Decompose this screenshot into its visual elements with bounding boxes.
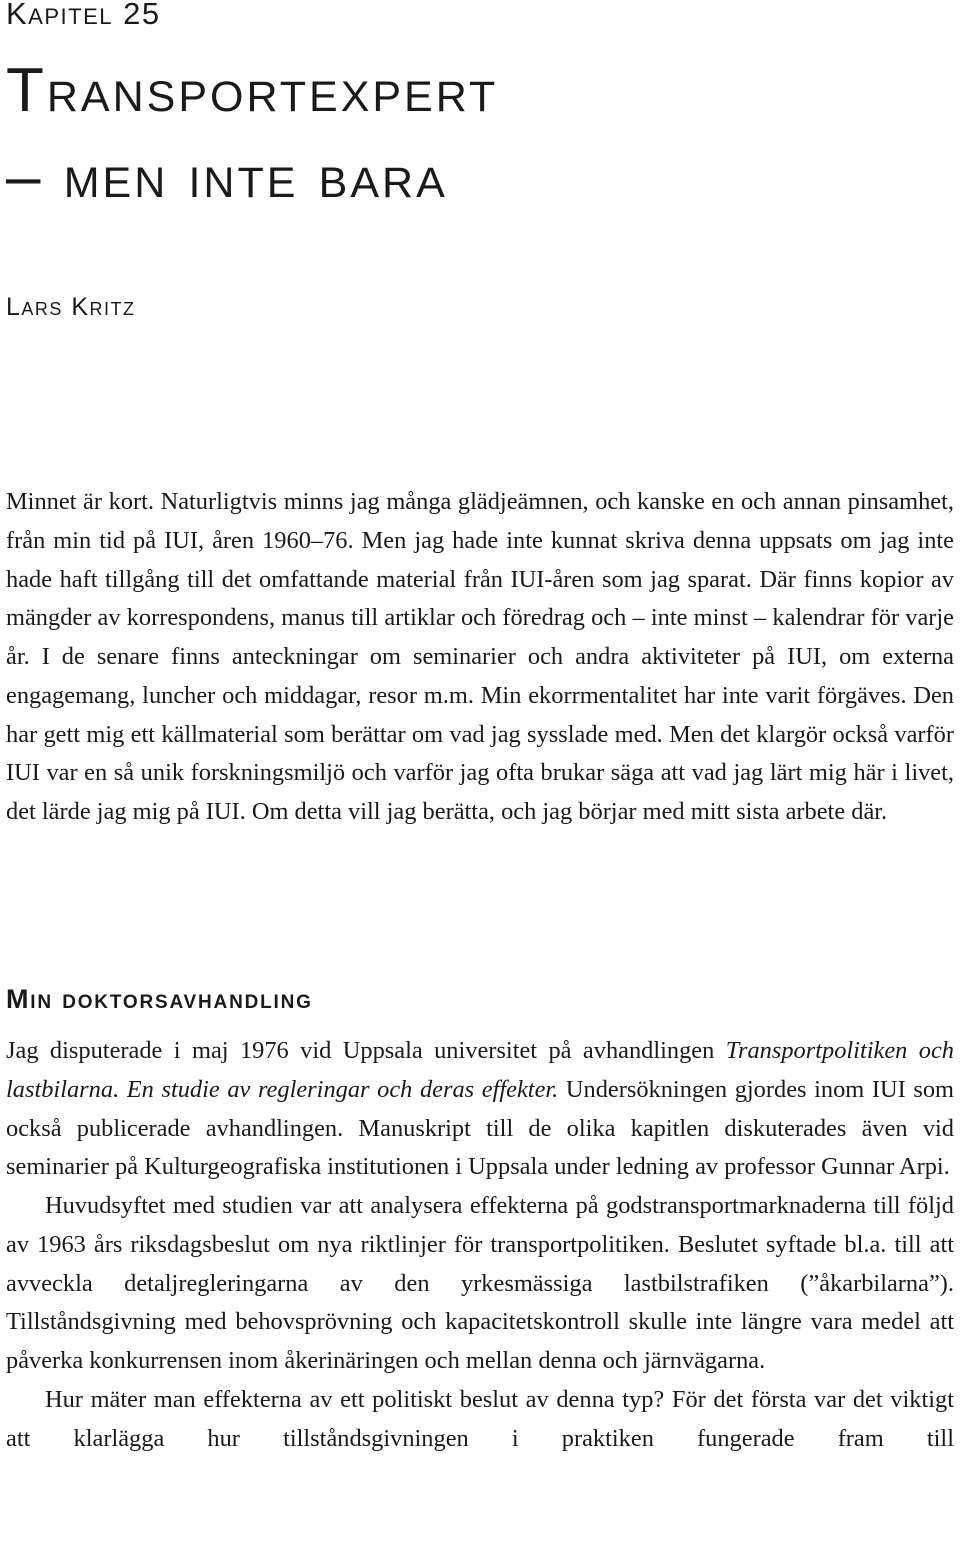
chapter-title-line-2: – men inte bara [6,142,448,211]
section-paragraph-2: Huvudsyftet med studien var att analysera effekterna på godstransportmarknaderna till följd av 1963 års riksdagsbeslut om nya riktlinjer för transportpolitiken. Beslutet syftade bl.a. till att avveckla detaljregleringarna av den yrkesmässiga lastbilstrafiken (”åkarbilarna”). Tillståndsgivning med behovsprövning och kapacitetskontroll skulle inte längre vara medel att påverka konkurrensen inom åkerinäringen och mellan denna och järnvägarna. [6,1192,954,1374]
chapter-label: Kapitel 25 [6,0,161,31]
section-paragraph-1 [6,1032,954,1187]
chapter-title-line-1: Transportexpert [6,56,499,125]
intro-section [6,483,954,832]
chapter-title [6,48,498,220]
section-paragraph-3: Hur mäter man effekterna av ett politiskt beslut av denna typ? För det första var det viktigt att klarlägga hur tillståndsgivningen i praktiken fungerade fram till [6,1385,954,1452]
section-body [6,1032,954,1458]
paragraph-1-start: Jag disputerade i maj 1976 vid Uppsala universitet på avhandlingen [6,1037,726,1064]
section-heading: Min doktorsavhandling [6,984,313,1014]
thesis-title: Transportpolitiken och lastbilarna. En studie av regleringar och deras effekter. [6,1037,954,1103]
paragraph-1-end: Undersökningen gjordes inom IUI som också publicerade avhandlingen. Manuskript till de olika kapitlen diskuterades även vid seminarier på Kulturgeografiska institutionen i Uppsala under ledning av professor Gunnar Arpi. [6,1075,954,1181]
intro-paragraph: Minnet är kort. Naturligtvis minns jag många glädjeämnen, och kanske en och annan pinsamhet, från min tid på IUI, åren 1960–76. Men jag hade inte kunnat skriva denna uppsats om jag inte hade haft tillgång till det omfattande material från IUI-åren som jag sparat. Där finns kopior av mängder av korrespondens, manus till artiklar och föredrag och – inte minst – kalendrar för varje år. I de senare finns anteckningar om seminarier och andra aktiviteter på IUI, om externa engagemang, luncher och middagar, resor m.m. Min ekorrmentalitet har inte varit förgäves. Den har gett mig ett källmaterial som berättar om vad jag sysslade med. Men det klargör också varför IUI var en så unik forskningsmiljö och varför jag ofta brukar säga att vad jag lärt mig här i livet, det lärde jag mig på IUI. Om detta vill jag berätta, och jag börjar med mitt sista arbete där. [6,488,954,825]
author-name: Lars Kritz [6,293,136,321]
